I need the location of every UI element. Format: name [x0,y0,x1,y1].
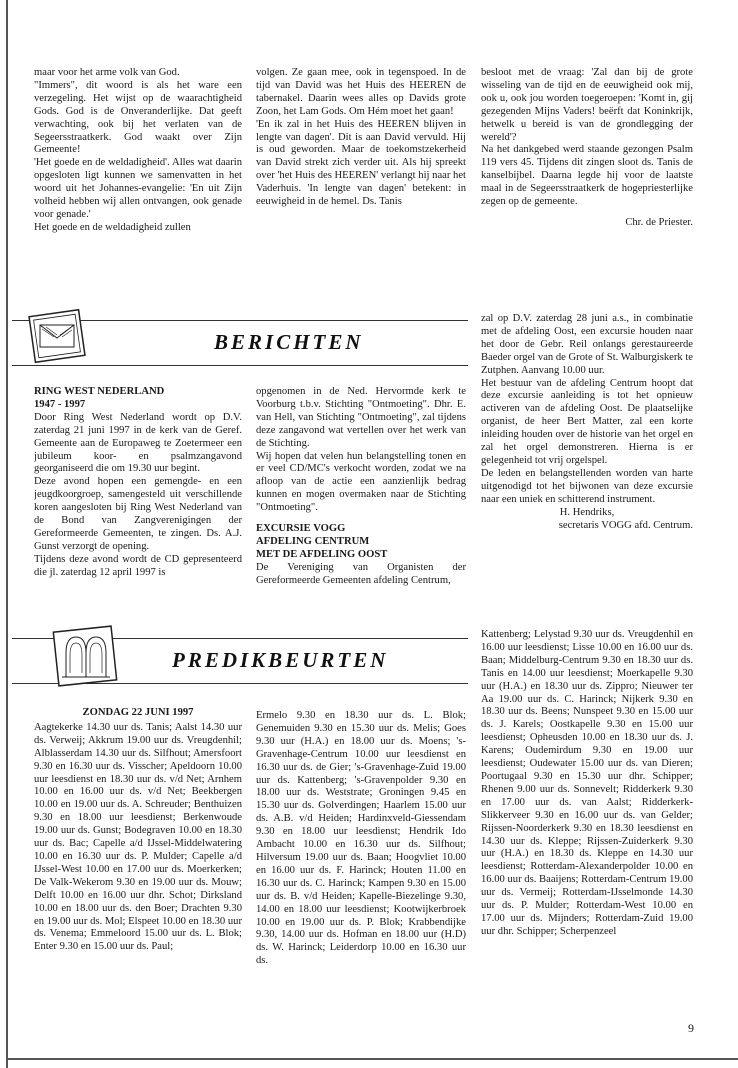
signature-name: H. Hendriks, [559,506,615,518]
article-paragraph: Het bestuur van de afdeling Centrum hoopt dat deze excursie aanleiding is tot het opnieuw activeren van de afdeling Oost. De plaatselijke organist, de heer Bert Matter, zal een korte inleiding houden over de historie van het orgel en zal het orgel demonstreren. Hierna is er gelegenheid tot vrij orgelspel. [481,377,693,466]
section-title-berichten: BERICHTEN [214,330,364,354]
article-paragraph: Door Ring West Nederland wordt op D.V. zaterdag 21 juni 1997 in de kerk van de Geref. Gemeente aan de Europaweg te Zoetermeer een jubileum koor- en psalmzangavond georganiseerd die om 19.30 uur begint. [34,411,242,475]
article-paragraph: 'Het goede en de weldadigheid'. Alles wat daarin opgesloten ligt kunnen we samenvatten in het woord uit het Johannes-evangelie: 'En uit Zijn volheid hebben wij allen ontvangen, ook genade voor genade.' [34,157,242,220]
article-column-1 [34,67,242,307]
berichten-column-2 [256,386,466,594]
page-bottom-rule [6,1058,738,1060]
article-paragraph: besloot met de vraag: 'Zal dan bij de grote wisseling van de tijd en de eeuwigheid ook mij, ook u, ook jou worden toegeroepen: 'Komt in, gij gezegenden Mijns Vaders! beërft dat Koninkrijk, hetwelk u bereid is van de grondlegging der wereld'? [481,67,693,143]
predikbeurten-column-2 [256,710,466,1030]
article-paragraph: Na het dankgebed werd staande gezongen Psalm 119 vers 45. Tijdens dit zingen sloot ds. Tanis de kanselbijbel. Daarna legde hij voor de laatste maal in de Segeersstraatkerk de hogepriesterlijke zegen op de gemeente. [481,144,693,208]
article-paragraph: Tijdens deze avond wordt de CD gepresenteerd die jl. zaterdag 12 april 1997 is [34,553,242,578]
berichten-heading: RING WEST NEDERLAND [34,386,165,397]
predikbeurten-list: Aagtekerke 14.30 uur ds. Tanis; Aalst 14.30 uur ds. Verweij; Akkrum 19.00 uur ds. Vreugdenhil; Alblasserdam 14.30 uur ds. Silfhout; Amersfoort 9.30 en 16.30 uur ds. Visscher; Apeldoorn 10.00 uur leesdienst en 18.30 uur ds. v/d Net; Arnhem 10.00 en 16.00 uur ds. v/d Net; Beekbergen 10.00 en 19.00 uur ds. A. Schreuder; Benthuizen 9.30 en 18.00 uur leesdienst; Berkenwoude 19.00 uur ds. Gunst; Bodegraven 10.00 en 18.30 uur ds. Bac; Capelle a/d IJssel-Middelwatering 10.00 en 16.30 uur ds. P. Mulder; Capelle a/d IJssel-West 10.00 en 17.00 uur ds. Moerkerken; De Valk-Wekerom 9.30 en 19.00 uur ds. Mouw; Delft 10.00 en 16.00 uur dhr. Schot; Dirksland 10.00 en 18.00 uur ds. den Boer; Drachten 9.30 en 19.00 uur ds. Mol; Elspeet 10.00 en 18.30 uur ds. Venema; Emmeloord 15.00 uur ds. L. Blok; Enter 9.30 en 15.00 uur ds. Paul; [34,721,242,953]
article-paragraph: zal op D.V. zaterdag 28 juni a.s., in combinatie met de afdeling Oost, een excursie houden naar het door de Gebr. Reil onlangs gerestaureerde Baeder orgel van de Grote of St. Walburgiskerk te Zutphen. Aanvang 10.00 uur. [481,313,693,376]
article-paragraph: 'En ik zal in het Huis des HEEREN blijven in lengte van dagen'. Dit is aan David vervuld. Hij is oud geworden. Maar de toekomstzekerheid van David strekt zich verder uit. Als hij spreekt over 'het Huis des HEEREN' verlangt hij naar het Vaderhuis. 'In lengte van dagen' betekent: in eeuwigheid in de hemel. Ds. Tanis [256,118,466,208]
article-paragraph: volgen. Ze gaan mee, ook in tegenspoed. In de tijd van David was het Huis des HEEREN de tabernakel. Daarin wees alles op Davids grote Zoon, het Lam Gods. Om Hém moet het gaan! [256,67,466,117]
predikbeurten-column-1 [34,707,242,1027]
article-column-2 [256,67,466,307]
article-paragraph: maar voor het arme volk van God. [34,67,180,78]
envelope-emblem-icon [26,307,90,367]
page-left-rule [6,0,8,1068]
berichten-header [12,320,468,366]
excursie-heading: AFDELING CENTRUM [256,535,370,547]
signature-title: secretaris VOGG afd. Centrum. [558,519,693,531]
predikbeurten-list: Ermelo 9.30 en 18.30 uur ds. L. Blok; Genemuiden 9.30 en 15.30 uur ds. Melis; Goes 9.30 uur (H.A.) en 18.00 uur ds. Moens; 's-Gravenhage-Centrum 10.00 uur leesdienst en 16.30 uur ds. de Gier; 's-Gravenhage-Zuid 19.00 uur ds. Kattenberg; 's-Gravenpolder 9.30 en 18.00 uur ds. Weststrate; Groningen 9.45 en 15.30 uur ds. Golverdingen; Haarlem 15.00 uur ds. A.B. v/d Heiden; Hardinxveld-Giessendam 9.30 en 18.00 uur leesdienst; Hendrik Ido Ambacht 10.00 en 16.30 uur ds. Silfhout; Hilversum 19.00 uur ds. Baan; Hoogvliet 10.00 en 16.00 uur ds. F. Harinck; Houten 11.00 en 16.30 uur ds. C. Harinck; Kampen 9.30 en 15.00 uur ds. B. v/d Heiden; Kapelle-Biezelinge 9.30, 14.00 en 18.00 uur leesdienst; Kootwijkerbroek 10.00 en 19.00 uur ds. P. Blok; Krabbendijke 9.30, 14.00 uur ds. Hofman en 18.00 uur (H.D) ds. W. Harinck; Leiderdorp 10.00 en 16.30 uur ds. [256,710,466,967]
berichten-heading-years: 1947 - 1997 [34,398,86,410]
article-author: Chr. de Priester. [625,216,693,228]
article-paragraph: opgenomen in de Ned. Hervormde kerk te Voorburg t.b.v. Stichting "Ontmoeting". Dhr. E. van Hell, van Stichting "Ontmoeting", zal tijdens deze zangavond wat vertellen over het werk van de Stichting. [256,386,466,449]
article-paragraph: "Immers", dit woord is als het ware een verzegeling. Het wijst op de waarachtigheid Gods. God is de Onveranderlijke. Dat geeft verwachting, ook bij het verlaten van de Segeersstraatkerk. God waakt over Zijn Gemeente! [34,79,242,156]
excursie-heading: EXCURSIE VOGG [256,523,346,535]
article-paragraph: Deze avond hopen een gemengde- en een jeugdkoorgroep, samengesteld uit verschillende koren aangesloten bij Ring West Nederland van de Bond van Zangverenigingen der Gereformeerde Gemeenten, te zingen. Ds. A.J. Gunst verzorgt de opening. [34,476,242,552]
article-column-3 [481,67,693,307]
excursie-heading: MET DE AFDELING OOST [256,548,388,560]
predikbeurten-column-3 [481,629,693,1027]
article-paragraph: Het goede en de weldadigheid zullen [34,221,191,233]
article-paragraph: De leden en belangstellenden worden van harte uitgenodigd tot het bijwonen van deze excursie naar een uniek en schitterend instrument. [481,467,693,505]
berichten-column-1 [34,386,242,594]
predikbeurten-date-heading: ZONDAG 22 JUNI 1997 [82,707,194,718]
church-window-emblem-icon [52,625,118,687]
predikbeurten-header [12,638,468,684]
article-paragraph: Wij hopen dat velen hun belangstelling tonen en er veel CD/MC's verkocht worden, zodat we na afloop van de actie een aanzienlijk bedrag kunnen en mogen overmaken naar de Stichting "Ontmoeting". [256,450,466,514]
berichten-column-3 [481,313,693,583]
section-title-predikbeurten: PREDIKBEURTEN [172,648,389,672]
predikbeurten-list: Kattenberg; Lelystad 9.30 uur ds. Vreugdenhil en 16.00 uur leesdienst; Lisse 10.00 en 16.00 uur ds. Baan; Middelburg-Centrum 9.30 en 18.30 uur ds. Tanis en 14.00 uur leesdienst; Moerkapelle 9.30 uur (H.A.) en 18.30 uur ds. Zippro; Nieuwer ter Aa 19.00 uur ds. C. Harinck; Nijkerk 9.30 en 18.30 uur ds. Beens; Nunspeet 9.30 en 15.00 uur ds. J. Karels; Oostkapelle 9.30 en 15.00 uur leesdienst; Opheusden 10.00 en 18.30 uur ds. J. Karens; Oudemirdum 9.30 en 19.00 uur leesdienst; Oudewater 15.00 uur ds. van Dieren; Poortugaal 9.30 en 15.30 uur dhr. Schipper; Rhenen 9.00 uur ds. Sonnevelt; Ridderkerk 9.30 en 17.00 uur ds. van Aalst; Ridderkerk-Slikkerveer 9.30 en 16.00 uur ds. van Gelder; Rijssen-Noorderkerk 9.30 en 18.30 leesdienst en 14.30 uur ds. Kleppe; Rijssen-Zuiderkerk 9.30 uur (H.A.) en 18.30 ds. Kleppe en 14.30 uur leesdienst; Rotterdam-Alexanderpolder 10.00 en 16.00 uur ds. Baaijens; Rotterdam-Centrum 19.00 uur ds. Vermeij; Rotterdam-IJsselmonde 14.30 uur ds. P. Mulder; Rotterdam-West 10.00 en 17.00 uur ds. Mijnders; Rotterdam-Zuid 19.00 uur dhr. Schipper; Scherpenzeel [481,629,693,937]
page-number: 9 [688,1021,694,1035]
article-paragraph: De Vereniging van Organisten der Gereformeerde Gemeenten afdeling Centrum, [256,561,466,586]
